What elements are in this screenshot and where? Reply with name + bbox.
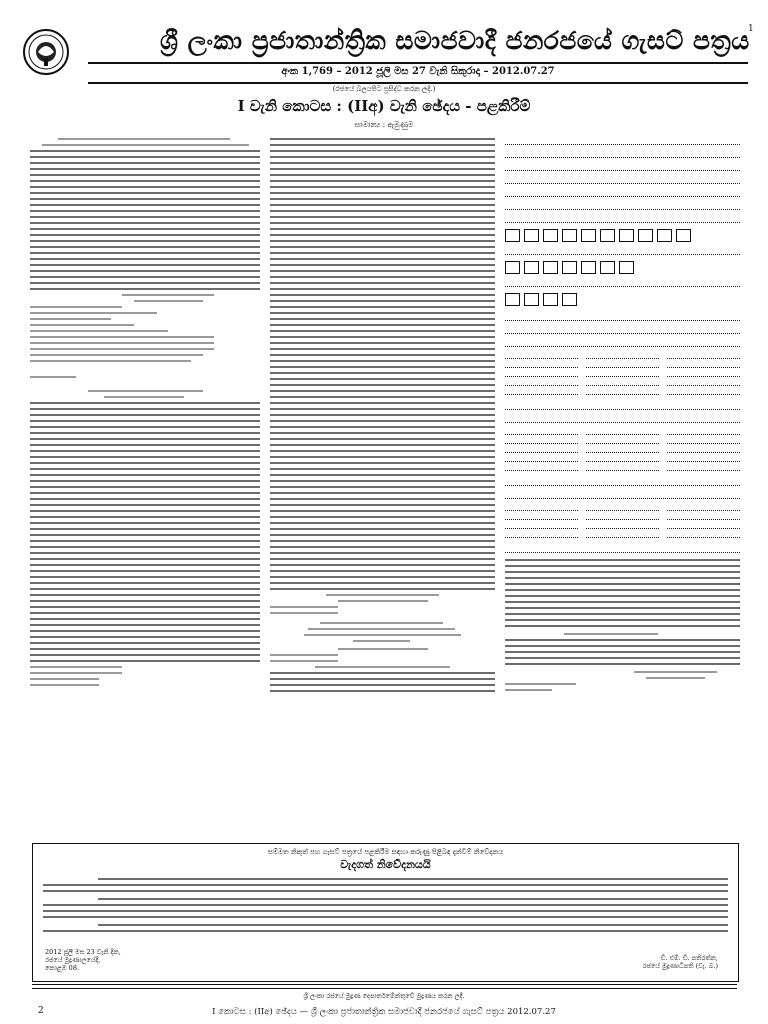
notice-box-heading: වැදගත් නිවේදනයයි bbox=[340, 858, 431, 871]
notice-column-left bbox=[30, 138, 260, 690]
notice-office-block bbox=[45, 948, 121, 972]
notice-column-middle bbox=[270, 138, 495, 696]
state-emblem-icon bbox=[22, 28, 70, 76]
notice-box-title: සම්මත නිකුත් පහ ගැසට් පත්‍රයේ පළකිරීම සඳහා කරුණු පිළිබඳ දැන්වීම් නිවේදනය bbox=[267, 848, 504, 856]
printer-footnote: ශ්‍රී ලංකා රජයේ මුද්‍රණ දෙපාර්තමේන්තුවේ මුද්‍රණය කරන ලදී. bbox=[303, 992, 465, 1000]
notice-office-2: කොළඹ 08. bbox=[45, 964, 80, 972]
notice-office: රජයේ මුද්‍රණාලයේදී, bbox=[45, 956, 101, 964]
issue-line: අංක 1,769 – 2012 ජූලි මස 27 වැනි සිකුරාදා – 2012.07.27 bbox=[281, 66, 555, 77]
notice-signature-block bbox=[643, 954, 718, 970]
form-column-right bbox=[505, 138, 740, 695]
part-heading: I වැනි කොටස : (IIඅ) වැනි ඡේදය - පළකිරීම් bbox=[237, 97, 531, 115]
issue-bar bbox=[88, 62, 748, 84]
general-label: සාමාන්‍ය : ඇමුණුම bbox=[354, 120, 414, 129]
notice-signature-role: රජයේ මුද්‍රණාධිපති (වැ. බ.) bbox=[642, 962, 718, 970]
page-2-running-header: I කොටස : (IIඅ) ඡේදය — ශ්‍රී ලංකා ප්‍රජාතාන්ත්‍රික සමාජවාදී ජනරජයේ ගැසට් පත්‍රය 2012.07.27 bbox=[212, 1007, 556, 1017]
notice-date: 2012 ජූලි මස 23 වැනි දින, bbox=[45, 948, 121, 956]
separator-band bbox=[32, 984, 737, 989]
page-2-number: 2 bbox=[38, 1006, 44, 1016]
important-notice-box bbox=[32, 843, 739, 982]
notice-signature: ඩී. එම්. ඩී. පතිරත්න, bbox=[660, 954, 718, 962]
registered-note: (රජයේ බලයපිට ප්‍රසිද්ධ කරන ලදී.) bbox=[332, 85, 436, 93]
gazette-title: ශ්‍රී ලංකා ප්‍රජාතාන්ත්‍රික සමාජවාදී ජනරජයේ ගැසට් පත්‍රය bbox=[160, 26, 750, 55]
page-number: 1 bbox=[748, 24, 754, 34]
